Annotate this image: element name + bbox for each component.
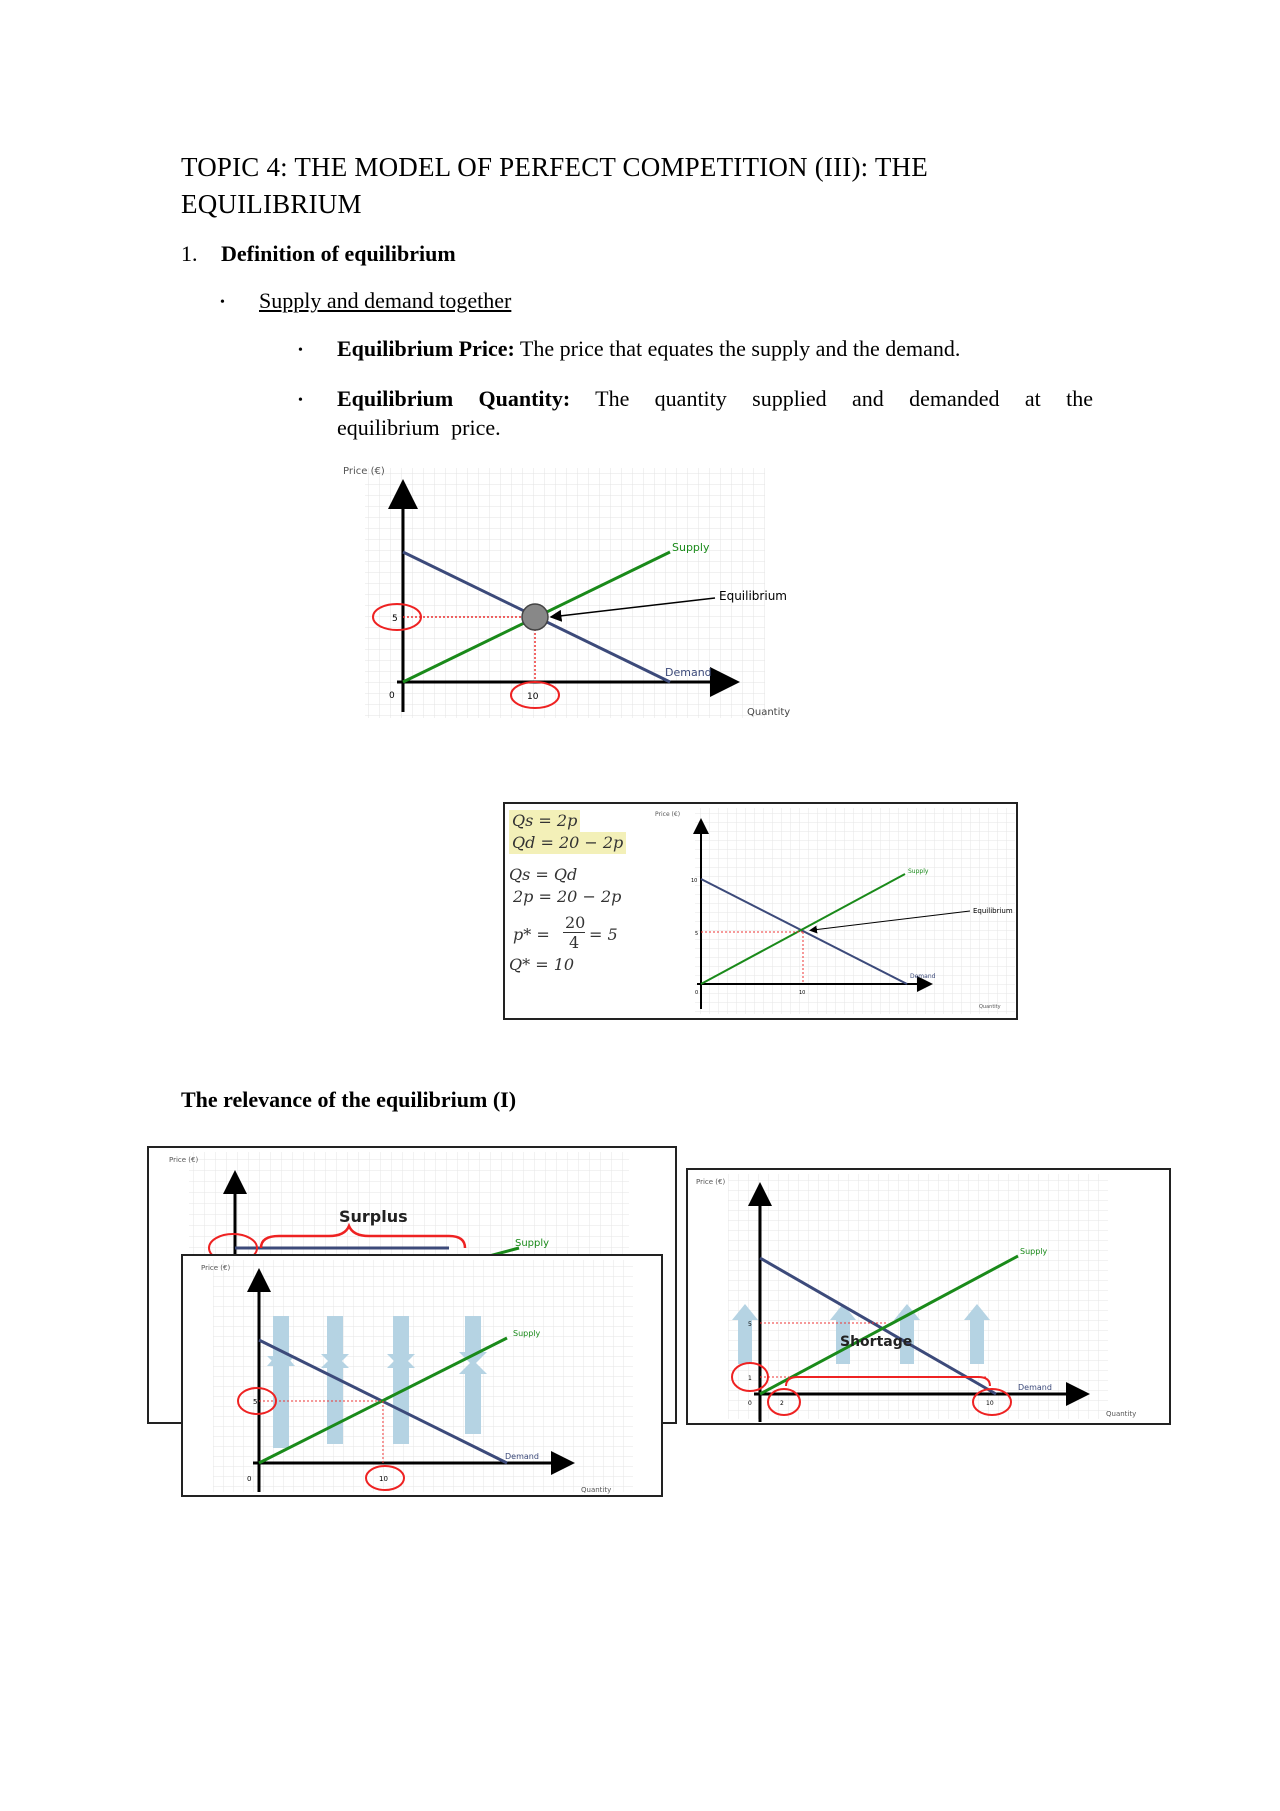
supply-label: Supply bbox=[908, 868, 929, 875]
demand-label: Demand bbox=[505, 1452, 539, 1461]
quantity-solution: Q* = 10 bbox=[509, 955, 575, 974]
term-definition: The price that equates the supply and the demand. bbox=[514, 336, 961, 361]
price-axis-label: Price (€) bbox=[696, 1178, 726, 1186]
equations-figure bbox=[503, 802, 1018, 1020]
surplus-label: Surplus bbox=[339, 1207, 408, 1226]
origin-tick: 0 bbox=[247, 1475, 252, 1483]
section-heading-1 bbox=[181, 241, 456, 267]
price-numerator: 20 bbox=[565, 913, 586, 932]
term-label: Equilibrium Quantity: bbox=[337, 386, 571, 411]
quantity-tick: 10 bbox=[527, 692, 539, 702]
demand-label: Demand bbox=[665, 666, 712, 679]
price-axis-label: Price (€) bbox=[655, 811, 681, 818]
price-axis-label: Price (€) bbox=[343, 466, 385, 477]
price-tick: 5 bbox=[253, 1398, 258, 1406]
page-title: TOPIC 4: THE MODEL OF PERFECT COMPETITION (III): THE EQUILIBRIUM bbox=[181, 152, 928, 219]
adjustment-chart bbox=[181, 1254, 663, 1497]
equality-equation: Qs = Qd bbox=[509, 865, 578, 884]
bullet-equilibrium-price bbox=[298, 336, 960, 362]
price-max-tick: 10 bbox=[691, 878, 698, 884]
price-tick: 5 bbox=[748, 1321, 752, 1328]
bullet-dot: • bbox=[298, 393, 303, 409]
bullet-dot: • bbox=[220, 294, 225, 310]
solve-equation: 2p = 20 − 2p bbox=[513, 887, 622, 906]
supply-label: Supply bbox=[513, 1329, 541, 1338]
demand-equation: Qd = 20 − 2p bbox=[509, 832, 626, 854]
origin-tick: 0 bbox=[695, 990, 699, 996]
equilibrium-label: Equilibrium bbox=[973, 907, 1013, 915]
quantity-axis-label: Quantity bbox=[1106, 1410, 1137, 1418]
price-axis-label: Price (€) bbox=[169, 1156, 199, 1164]
supply-label: Supply bbox=[672, 541, 710, 554]
bullet-text: Supply and demand together bbox=[259, 288, 512, 313]
section-heading-2: The relevance of the equilibrium (I) bbox=[181, 1087, 517, 1112]
term-definition: The quantity supplied and demanded at the equilibrium price. bbox=[337, 386, 1093, 440]
equilibrium-point bbox=[522, 604, 548, 630]
price-axis-label: Price (€) bbox=[201, 1264, 231, 1272]
supply-label: Supply bbox=[515, 1238, 550, 1249]
supply-equation: Qs = 2p bbox=[509, 810, 580, 832]
quantity-tick: 10 bbox=[799, 990, 806, 996]
quantity-tick: 10 bbox=[379, 1475, 388, 1483]
supply-label: Supply bbox=[1020, 1247, 1048, 1256]
demand-label: Demand bbox=[1018, 1383, 1052, 1392]
price-tick: 5 bbox=[695, 931, 699, 937]
price-denominator: 4 bbox=[569, 933, 580, 952]
origin-tick: 0 bbox=[389, 691, 395, 701]
demand-label: Demand bbox=[910, 973, 936, 980]
quantity-axis-label: Quantity bbox=[747, 707, 791, 718]
shortage-label: Shortage bbox=[840, 1334, 913, 1350]
price-rhs: = 5 bbox=[589, 925, 618, 944]
term-label: Equilibrium Price: bbox=[337, 336, 515, 361]
quantity-tick: 10 bbox=[986, 1400, 994, 1407]
bullet-dot: • bbox=[298, 342, 303, 358]
section-number: 1. bbox=[181, 241, 198, 266]
quantity-axis-label: Quantity bbox=[581, 1486, 612, 1494]
price-lhs: p* = bbox=[513, 925, 550, 944]
bullet-equilibrium-quantity bbox=[298, 384, 1098, 442]
low-quantity-tick: 2 bbox=[780, 1400, 784, 1407]
equilibrium-label: Equilibrium bbox=[719, 589, 787, 603]
price-tick: 5 bbox=[392, 614, 398, 624]
quantity-axis-label: Quantity bbox=[979, 1004, 1001, 1010]
equilibrium-chart bbox=[335, 462, 795, 722]
section-title: Definition of equilibrium bbox=[221, 241, 456, 266]
low-price-tick: 1 bbox=[748, 1375, 752, 1382]
shortage-chart bbox=[686, 1168, 1171, 1425]
origin-tick: 0 bbox=[748, 1400, 752, 1407]
bullet-supply-demand bbox=[220, 288, 511, 314]
